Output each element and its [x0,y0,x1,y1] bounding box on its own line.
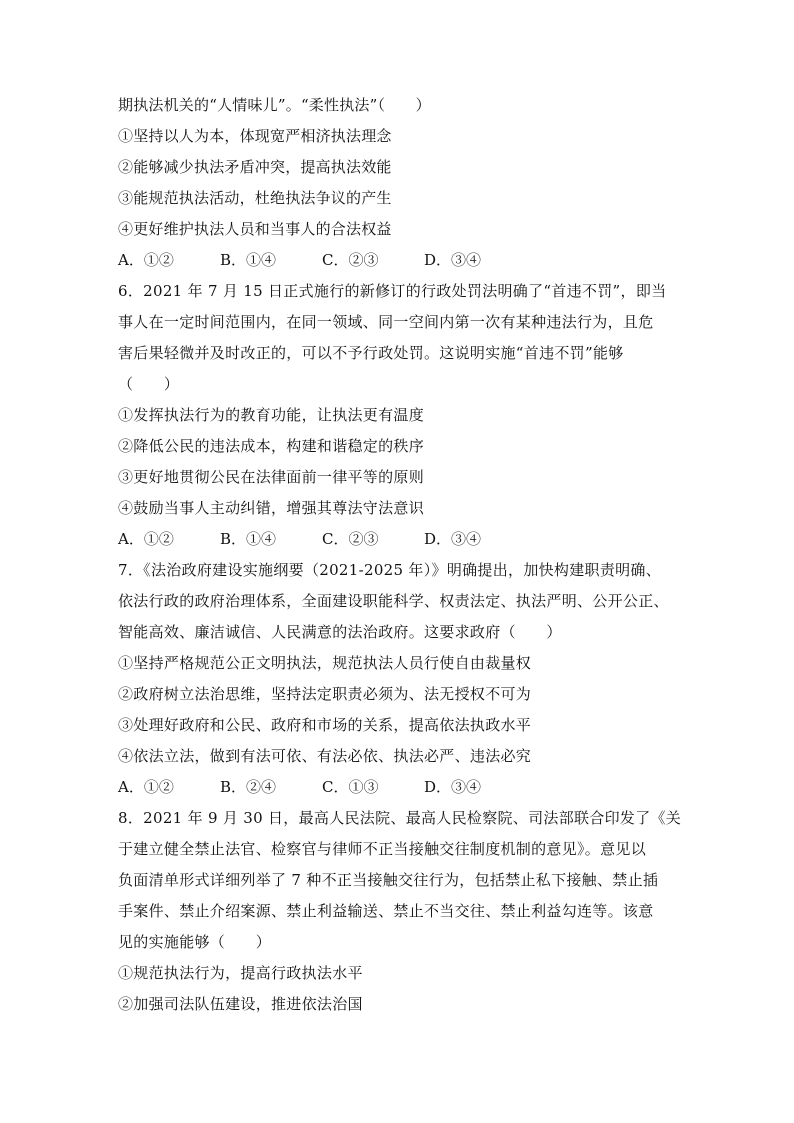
q5-statement-1: ①坚持以人为本，体现宽严相济执法理念 [118,127,392,145]
q7-statement-3: ③处理好政府和公民、政府和市场的关系，提高依法执政水平 [118,716,532,734]
q7-statement-2: ②政府树立法治思维，坚持法定职责必须为、法无授权不可为 [118,685,532,703]
q7-option-c: C．①③ [322,778,379,796]
q8-statement-1: ①规范执法行为，提高行政执法水平 [118,964,363,982]
q5-options [118,245,678,276]
q7-stem-line-3: 智能高效、廉洁诚信、人民满意的法治政府。这要求政府（ ） [118,623,562,641]
q8-stem-line-2: 于建立健全禁止法官、检察官与律师不正当接触交往制度机制的意见》。意见以 [118,840,647,858]
q7-stem-line-2: 依法行政的政府治理体系，全面建设职能科学、权责法定、执法严明、公开公正、 [118,592,669,610]
q7-option-d: D．③④ [424,778,482,796]
q5-statement-2: ②能够减少执法矛盾冲突，提高执法效能 [118,158,392,176]
q5-stem-tail: 期执法机关的“人情味儿”。“柔性执法”（ ） [118,96,431,114]
q6-statement-3: ③更好地贯彻公民在法律面前一律平等的原则 [118,468,425,486]
exam-page [118,90,682,1020]
question-8 [118,803,682,1020]
q6-statement-2: ②降低公民的违法成本，构建和谐稳定的秩序 [118,437,425,455]
q8-stem-line-4: 手案件、禁止介绍案源、禁止利益输送、禁止不当交往、禁止利益勾连等。该意 [118,902,654,920]
q5-continuation [118,90,678,276]
q6-stem-line-2: 事人在一定时间范围内，在同一领域、同一空间内第一次有某种违法行为，且危 [118,313,654,331]
q6-option-b: B．①④ [220,530,277,548]
q5-option-a: A．①② [118,251,174,269]
q6-stem-line-4: （ ） [118,375,180,393]
q7-stem-line-1: 7．《法治政府建设实施纲要（2021-2025 年）》明确提出，加快构建职责明确、 [118,561,662,579]
q6-options [118,524,678,555]
q6-stem-line-3: 害后果轻微并及时改正的，可以不予行政处罚。这说明实施“首违不罚”能够 [118,344,624,362]
q5-option-c: C．②③ [322,251,379,269]
q7-option-b: B．②④ [220,778,277,796]
q7-statement-1: ①坚持严格规范公正文明执法，规范执法人员行使自由裁量权 [118,654,532,672]
q8-stem-line-5: 见的实施能够（ ） [118,933,272,951]
question-7 [118,555,678,803]
q5-statement-3: ③能规范执法活动，杜绝执法争议的产生 [118,189,392,207]
q8-stem-line-3: 负面清单形式详细列举了 7 种不正当接触交往行为，包括禁止私下接触、禁止插 [118,871,659,889]
q7-statement-4: ④依法立法，做到有法可依、有法必依、执法必严、违法必究 [118,747,532,765]
q7-options [118,772,678,803]
q8-stem-line-1: 8．2021 年 9 月 30 日，最高人民法院、最高人民检察院、司法部联合印发了《关 [118,809,682,827]
question-6 [118,276,678,555]
q6-statement-4: ④鼓励当事人主动纠错，增强其尊法守法意识 [118,499,425,517]
q5-option-d: D．③④ [424,251,482,269]
q5-option-b: B．①④ [220,251,277,269]
q7-option-a: A．①② [118,778,174,796]
q6-option-a: A．①② [118,530,174,548]
q8-statement-2: ②加强司法队伍建设，推进依法治国 [118,995,363,1013]
q5-statement-4: ④更好维护执法人员和当事人的合法权益 [118,220,392,238]
q6-statement-1: ①发挥执法行为的教育功能，让执法更有温度 [118,406,425,424]
q6-option-c: C．②③ [322,530,379,548]
q6-option-d: D．③④ [424,530,482,548]
q6-stem-line-1: 6．2021 年 7 月 15 日正式施行的新修订的行政处罚法明确了“首违不罚”，即当 [118,282,667,300]
